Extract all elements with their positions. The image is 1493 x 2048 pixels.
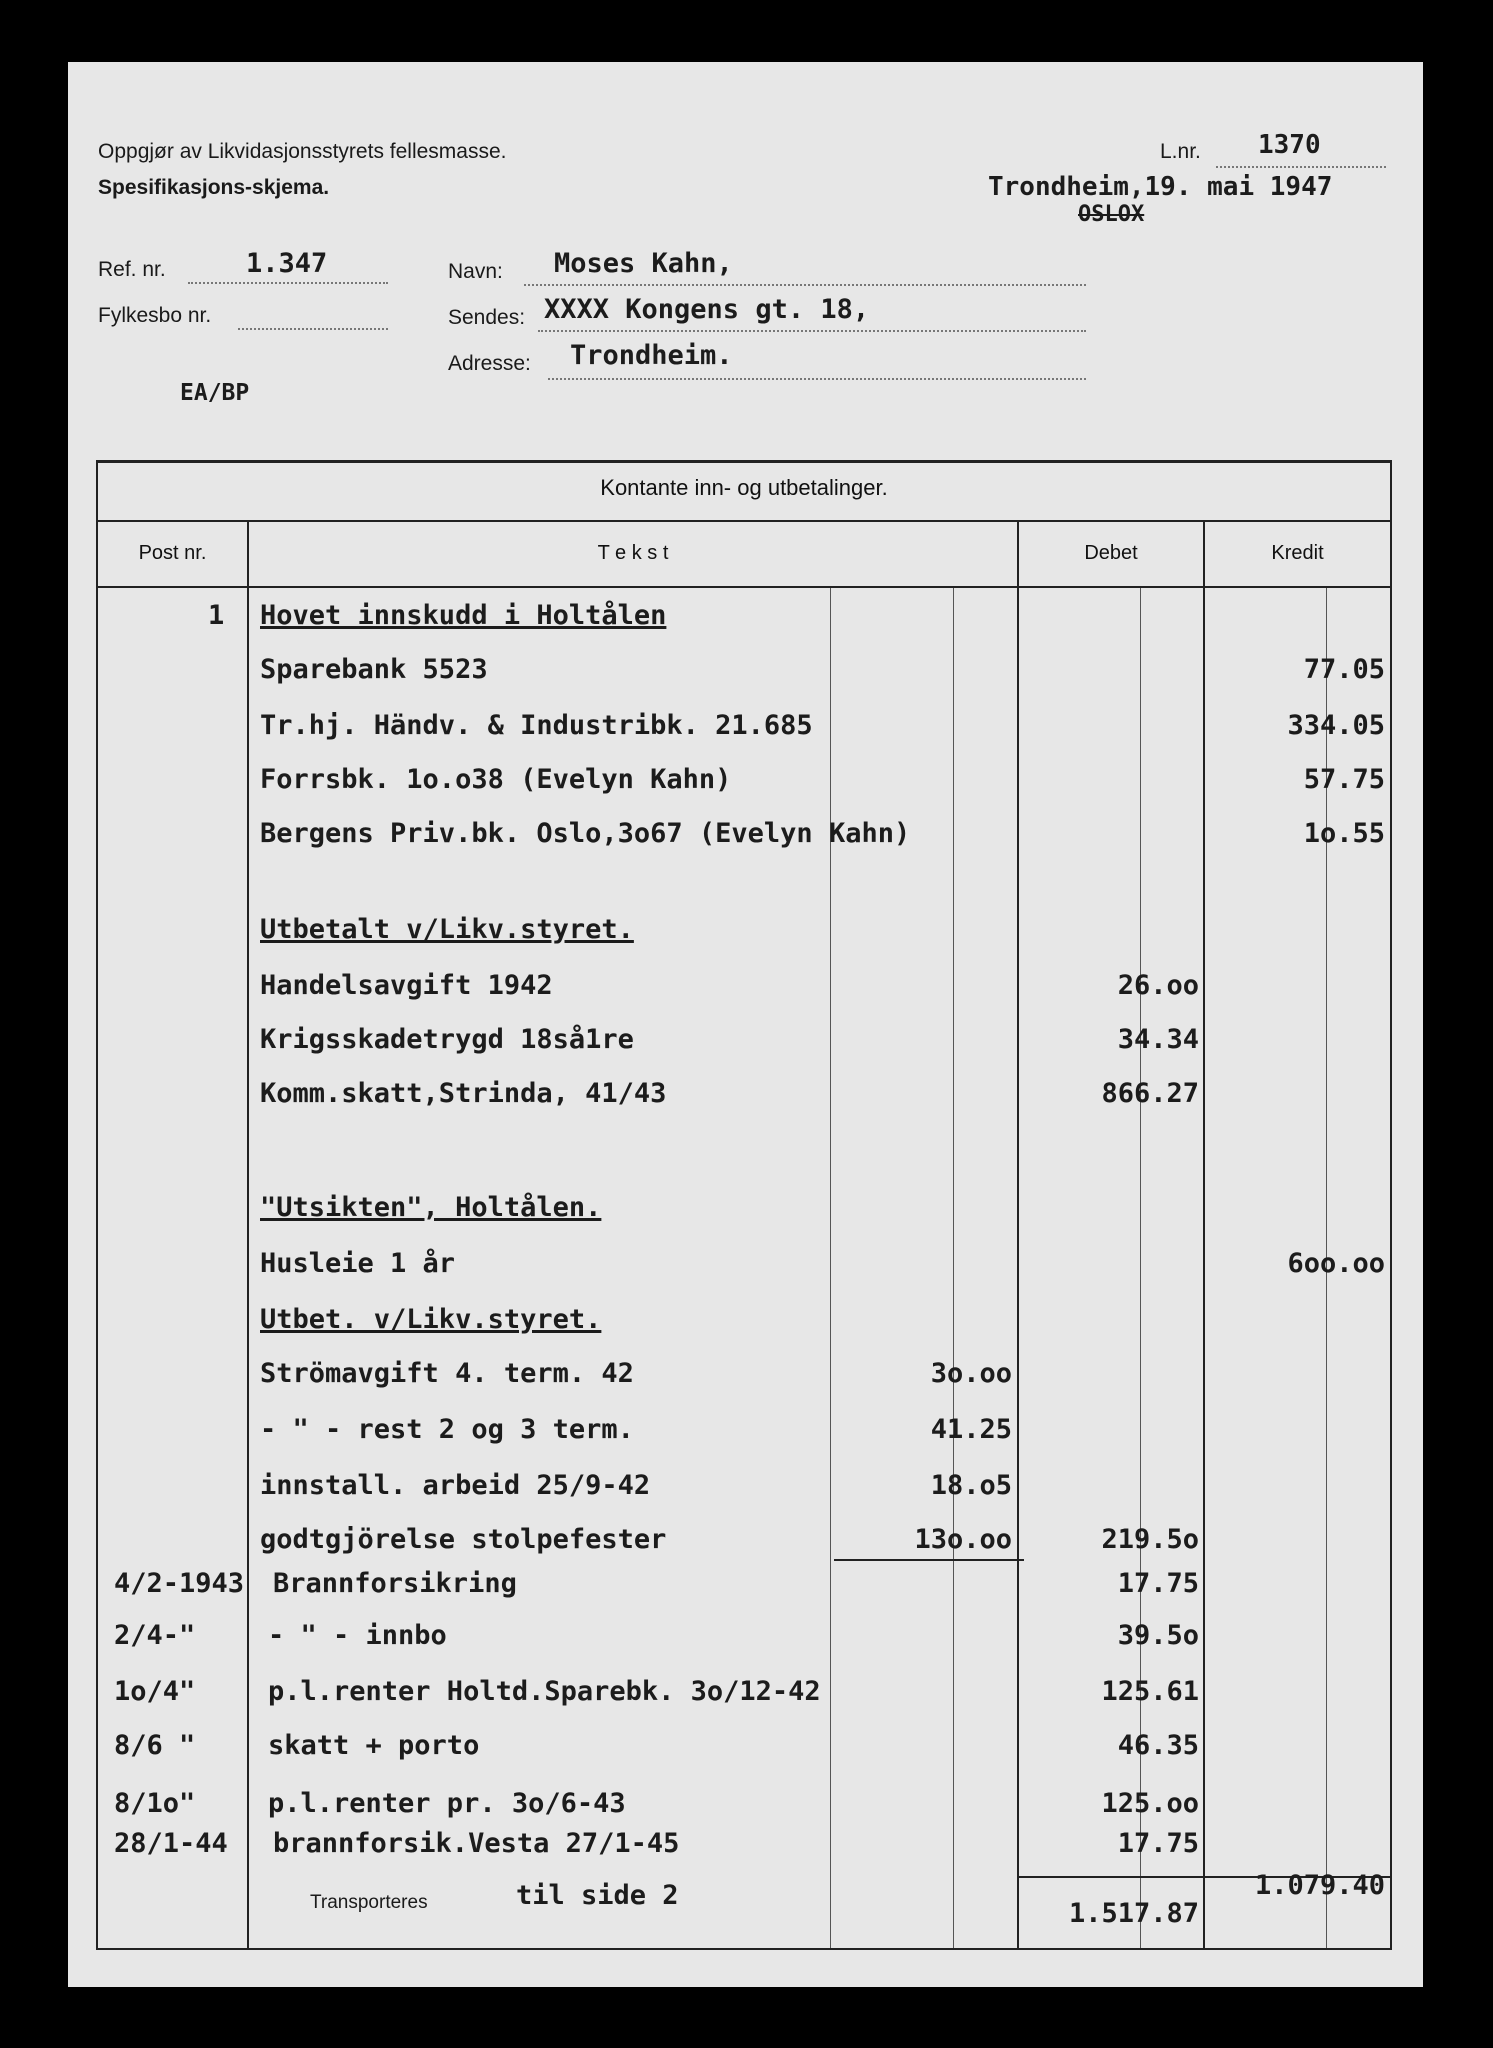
row-debet: 125.61 <box>1101 1676 1199 1707</box>
ref-line <box>188 282 388 284</box>
table-title: Kontante inn- og utbetalinger. <box>600 475 888 500</box>
table-bottom-border <box>96 1948 1392 1950</box>
post-number: 8/6 " <box>114 1730 196 1761</box>
transport-text: til side 2 <box>516 1880 679 1911</box>
row-text: Krigsskadetrygd 18så1re <box>260 1024 634 1055</box>
row-text: - " - rest 2 og 3 term. <box>260 1414 634 1445</box>
col-debet-header: Debet <box>1084 542 1138 564</box>
post-number: 28/1-44 <box>114 1828 228 1859</box>
post-column-divider <box>247 522 249 1950</box>
total-debet: 1.517.87 <box>1068 1898 1199 1929</box>
row-text: Tr.hj. Händv. & Industribk. 21.685 <box>260 710 813 741</box>
row-text: Handelsavgift 1942 <box>260 970 553 1001</box>
table-left-border <box>96 460 98 1950</box>
lnr-value: 1370 <box>1258 130 1321 160</box>
subtotal-underline <box>834 1559 1024 1561</box>
sub-column-divider-2 <box>953 588 954 1948</box>
post-number: 1o/4" <box>114 1676 196 1707</box>
row-text: innstall. arbeid 25/9-42 <box>260 1470 651 1501</box>
row-text: Husleie 1 år <box>260 1248 456 1279</box>
table-right-border <box>1390 460 1392 1950</box>
row-text: Brannforsikring <box>273 1568 517 1599</box>
row-kredit: 57.75 <box>1303 764 1385 795</box>
place-date: Trondheim,19. mai 1947 <box>988 172 1333 202</box>
row-subamount: 41.25 <box>930 1414 1012 1445</box>
row-subamount: 13o.oo <box>914 1524 1012 1555</box>
row-text: Forrsbk. 1o.o38 (Evelyn Kahn) <box>260 764 732 795</box>
row-text: Utbet. v/Likv.styret. <box>260 1304 602 1335</box>
col-tekst-header: T e k s t <box>597 542 669 564</box>
row-debet: 46.35 <box>1117 1730 1199 1761</box>
table-top-border <box>96 460 1392 463</box>
lnr-label: L.nr. <box>1160 140 1201 163</box>
sub-column-divider-1 <box>830 588 831 1948</box>
row-subamount: 3o.oo <box>930 1358 1012 1389</box>
row-text: p.l.renter Holtd.Sparebk. 3o/12-42 <box>268 1676 821 1707</box>
sendes-line <box>538 330 1086 332</box>
form-title: Spesifikasjons-skjema. <box>98 176 330 199</box>
col-post-header: Post nr. <box>138 542 207 564</box>
row-text: skatt + porto <box>268 1730 480 1761</box>
navn-line <box>524 284 1086 286</box>
navn-label: Navn: <box>448 260 503 283</box>
row-kredit: 77.05 <box>1303 654 1385 685</box>
row-debet: 26.oo <box>1117 970 1199 1001</box>
sendes-value: XXXX Kongens gt. 18, <box>544 294 870 325</box>
row-debet: 34.34 <box>1117 1024 1199 1055</box>
row-debet: 866.27 <box>1101 1078 1199 1109</box>
adresse-line <box>548 378 1086 380</box>
sendes-label: Sendes: <box>448 306 526 329</box>
lnr-line <box>1216 166 1386 168</box>
row-subamount: 18.o5 <box>930 1470 1012 1501</box>
org-line: Oppgjør av Likvidasjonsstyrets fellesmasse. <box>98 140 507 163</box>
row-text: Komm.skatt,Strinda, 41/43 <box>260 1078 667 1109</box>
post-number: 4/2-1943 <box>114 1568 245 1599</box>
row-kredit: 1o.55 <box>1303 818 1385 849</box>
row-text: Hovet innskudd i Holtålen <box>260 600 667 631</box>
title-row-border <box>96 520 1392 522</box>
row-kredit: 334.05 <box>1287 710 1385 741</box>
row-text: "Utsikten", Holtålen. <box>260 1192 602 1223</box>
adresse-label: Adresse: <box>448 352 531 375</box>
row-text: Sparebank 5523 <box>260 654 488 685</box>
post-number: 1 <box>208 600 225 631</box>
row-debet: 39.5o <box>1117 1620 1199 1651</box>
row-debet: 17.75 <box>1117 1568 1199 1599</box>
row-debet: 17.75 <box>1117 1828 1199 1859</box>
row-text: brannforsik.Vesta 27/1-45 <box>273 1828 680 1859</box>
fylkesbo-line <box>238 328 388 330</box>
post-number: 8/1o" <box>114 1788 196 1819</box>
navn-value: Moses Kahn, <box>554 248 733 279</box>
document-page <box>68 62 1423 1987</box>
row-text: - " - innbo <box>268 1620 447 1651</box>
post-number: 2/4-" <box>114 1620 196 1651</box>
row-text: Utbetalt v/Likv.styret. <box>260 914 634 945</box>
row-text: Bergens Priv.bk. Oslo,3o67 (Evelyn Kahn) <box>260 818 911 849</box>
struck-text: OSLOX <box>1078 202 1145 227</box>
row-kredit: 6oo.oo <box>1287 1248 1385 1279</box>
total-kredit: 1.079.40 <box>1254 1870 1385 1901</box>
transport-label: Transporteres <box>310 1892 428 1913</box>
adresse-value: Trondheim. <box>570 340 733 371</box>
col-kredit-header: Kredit <box>1271 542 1324 564</box>
ref-value: 1.347 <box>246 248 328 279</box>
row-debet: 125.oo <box>1101 1788 1199 1819</box>
ref-label: Ref. nr. <box>98 258 166 281</box>
row-text: godtgjörelse stolpefester <box>260 1524 667 1555</box>
row-text: p.l.renter pr. 3o/6-43 <box>268 1788 626 1819</box>
row-text: Strömavgift 4. term. 42 <box>260 1358 634 1389</box>
row-debet: 219.5o <box>1101 1524 1199 1555</box>
header-row-border <box>96 586 1392 588</box>
initials: EA/BP <box>180 380 250 406</box>
fylkesbo-label: Fylkesbo nr. <box>98 304 212 327</box>
